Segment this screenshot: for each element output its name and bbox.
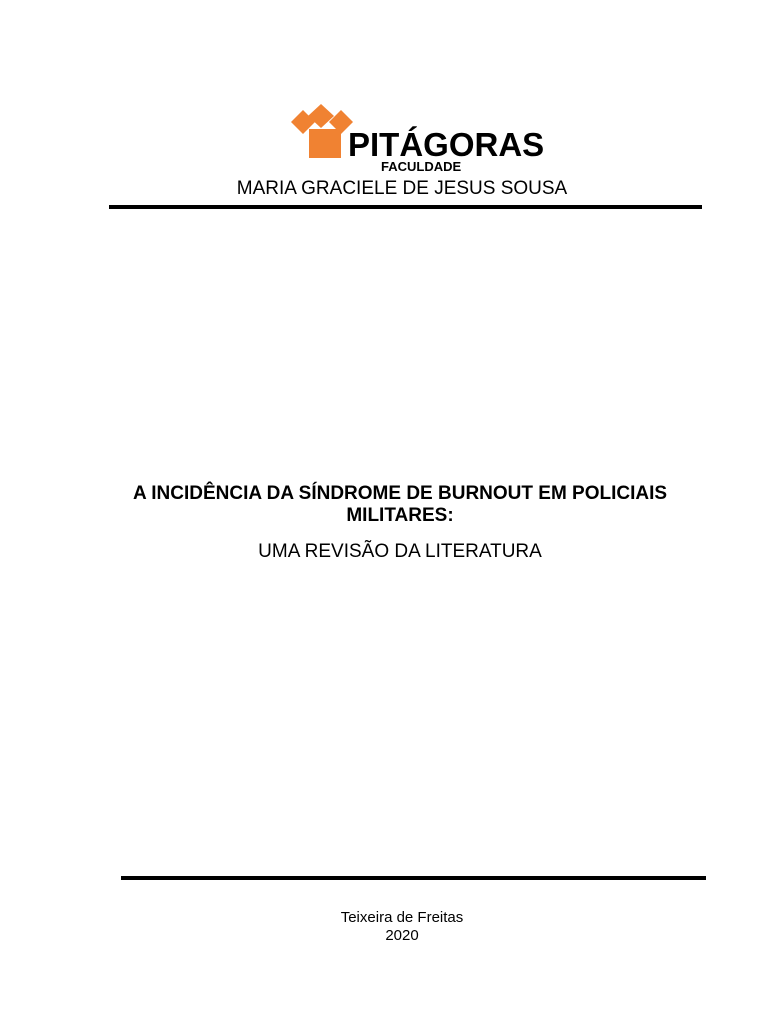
document-title: A INCIDÊNCIA DA SÍNDROME DE BURNOUT EM POLICIAIS MILITARES: bbox=[132, 483, 668, 526]
document-subtitle: UMA REVISÃO DA LITERATURA bbox=[258, 541, 542, 562]
logo-wordmark: PITÁGORAS bbox=[348, 126, 545, 163]
author-name: MARIA GRACIELE DE JESUS SOUSA bbox=[236, 178, 568, 199]
logo-subtitle: FACULDADE bbox=[381, 159, 462, 174]
top-divider bbox=[109, 205, 702, 209]
faculty-logo bbox=[290, 104, 545, 176]
publication-year: 2020 bbox=[385, 927, 419, 944]
city-name: Teixeira de Freitas bbox=[340, 909, 464, 926]
bottom-divider bbox=[121, 876, 706, 880]
